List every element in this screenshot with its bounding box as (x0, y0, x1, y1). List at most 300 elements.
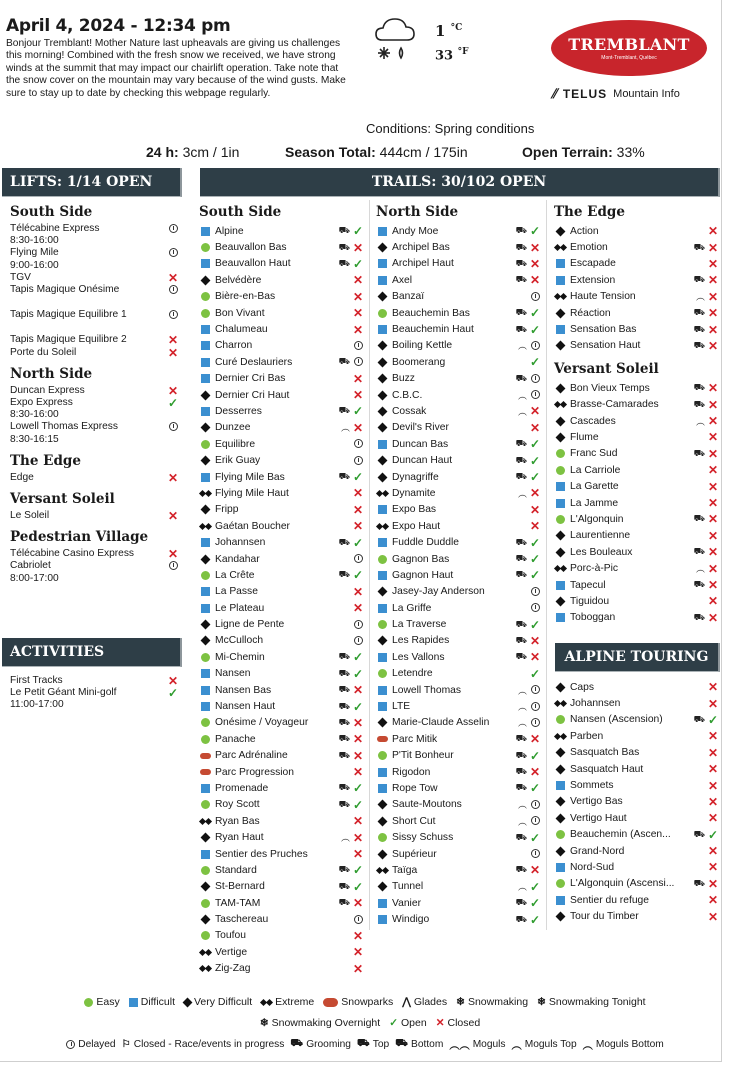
difficult-icon (129, 998, 138, 1007)
conditions-message: Bonjour Tremblant! Mother Nature last upheavals are giving us challenges this morning! Combined with the fresh snow we received, we have strong winds at the summit that may impact our chairlift operation. Take note that the snow cover on the mountain may vary because of the wind gusts. Make sure to stay up to date by checking this webpage regularly. (6, 38, 346, 99)
black-difficulty-icon (554, 339, 567, 352)
status-closed-icon: ✕ (707, 446, 719, 461)
legend-row-3 (0, 1037, 730, 1052)
clock-icon (531, 341, 540, 350)
lift-hours: 8:00-17:00 (10, 572, 59, 584)
trail-row[interactable] (199, 731, 365, 747)
lift-row[interactable] (10, 309, 180, 321)
trail-row[interactable] (376, 469, 542, 485)
trail-row[interactable] (554, 712, 720, 728)
trail-name: Cossak (392, 405, 427, 417)
grooming-icon: ⛟ (338, 749, 349, 760)
blue-difficulty-icon (376, 602, 389, 615)
trail-row[interactable] (554, 413, 720, 429)
green-difficulty-icon (554, 447, 567, 460)
trail-row[interactable] (376, 748, 542, 764)
trail-row[interactable] (199, 436, 365, 452)
blue-difficulty-icon (554, 894, 567, 907)
lift-hours: 8:30-16:00 (10, 235, 59, 247)
trail-name: Flying Mile Bas (215, 471, 285, 483)
status-closed-icon: ✕ (707, 696, 719, 711)
trail-row[interactable] (376, 698, 542, 714)
legend-easy: Easy (84, 996, 119, 1008)
snow-rain-cloud-icon (372, 14, 422, 64)
status-delayed-icon (166, 247, 180, 259)
trail-row[interactable] (376, 354, 542, 370)
grooming-icon: ⛟ (515, 536, 526, 547)
trail-row[interactable] (376, 387, 542, 403)
trail-row[interactable] (554, 478, 720, 494)
trail-row[interactable] (376, 403, 542, 419)
grooming-icon: ⛟ (693, 447, 704, 458)
trail-row[interactable] (554, 593, 720, 609)
legend-moguls: ︵︵ Moguls (449, 1039, 506, 1052)
blue-difficulty-icon (376, 536, 389, 549)
trail-row[interactable] (554, 728, 720, 744)
status-closed-icon: ✕ (352, 830, 364, 845)
status-closed-icon: ✕ (707, 578, 719, 592)
trail-row[interactable] (376, 879, 542, 895)
trail-row[interactable] (199, 764, 365, 780)
trail-name: Duncan Bas (392, 438, 449, 450)
blue-difficulty-icon (199, 684, 212, 697)
trail-name: La Jamme (570, 497, 619, 509)
trails-header: TRAILS: 30/102 OPEN (200, 168, 720, 197)
trail-row[interactable] (554, 876, 720, 892)
trail-row[interactable] (199, 666, 365, 682)
trail-row[interactable] (199, 600, 365, 616)
trail-row[interactable] (554, 256, 720, 272)
trail-row[interactable] (199, 829, 365, 845)
lift-row[interactable] (10, 272, 180, 284)
trail-row[interactable] (376, 600, 542, 616)
status-closed-icon: ✕ (529, 765, 541, 780)
trail-row[interactable] (554, 695, 720, 711)
lift-row[interactable] (10, 421, 180, 445)
trail-row[interactable] (199, 551, 365, 567)
trail-row[interactable] (554, 827, 720, 843)
grooming-icon: ⛟ (515, 897, 526, 908)
trail-row[interactable] (376, 715, 542, 731)
lift-row[interactable] (10, 397, 180, 421)
trail-row[interactable] (199, 567, 365, 583)
trail-row[interactable] (376, 829, 542, 845)
trail-name: Curé Deslauriers (215, 356, 293, 368)
blue-difficulty-icon (376, 274, 389, 287)
black-difficulty-icon (376, 356, 389, 369)
trail-name: Saute-Moutons (392, 799, 462, 811)
trail-name: Sensation Haut (570, 340, 641, 352)
trail-row[interactable] (376, 420, 542, 436)
black-difficulty-icon (554, 382, 567, 395)
status-delayed-icon (351, 339, 365, 353)
legend-grooming: ⛟ Grooming (290, 1038, 351, 1050)
trail-name: Cascades (570, 415, 616, 427)
green-difficulty-icon (554, 464, 567, 477)
trail-row[interactable] (199, 780, 365, 796)
trail-row[interactable] (554, 397, 720, 413)
trail-row[interactable] (554, 560, 720, 576)
trail-row[interactable] (376, 518, 542, 534)
trail-row[interactable] (199, 879, 365, 895)
trail-row[interactable] (376, 502, 542, 518)
status-closed-icon: ✕ (707, 256, 719, 271)
trail-name: Extension (570, 274, 616, 286)
trail-row[interactable] (376, 846, 542, 862)
trail-row[interactable] (554, 321, 720, 337)
trail-row[interactable] (199, 502, 365, 518)
temperature-celsius: 1 $^{^\circ C}$ (435, 22, 463, 40)
status-closed-icon: ✕ (167, 509, 179, 524)
trail-name: McCulloch (215, 635, 264, 647)
trail-row[interactable] (376, 862, 542, 878)
trail-name: P'Tit Bonheur (392, 750, 454, 762)
trail-row[interactable] (554, 577, 720, 593)
trail-row[interactable] (376, 797, 542, 813)
trail-row[interactable] (376, 272, 542, 288)
trail-row[interactable] (554, 305, 720, 321)
trail-row[interactable] (199, 256, 365, 272)
trail-name: Fripp (215, 504, 239, 516)
race-flag-icon: ⚐ (121, 1039, 131, 1050)
trail-name: Les Vallons (392, 651, 445, 663)
closed-icon: ✕ (435, 1017, 445, 1029)
tremblant-logo[interactable]: TREMBLANT Mont-Tremblant, Québec (551, 20, 707, 76)
trail-name: Tour du Timber (570, 911, 639, 923)
grooming-icon: ⛟ (515, 569, 526, 580)
trail-name: Franc Sud (570, 448, 618, 460)
trail-row[interactable] (199, 797, 365, 813)
legend-difficult: Difficult (129, 996, 175, 1008)
trail-row[interactable] (376, 731, 542, 747)
black-difficulty-icon (554, 795, 567, 808)
trail-row[interactable] (199, 584, 365, 600)
moguls-icon: ︵ (695, 292, 704, 303)
trail-row[interactable] (199, 961, 365, 977)
section-title: South Side (199, 204, 282, 220)
blue-difficulty-icon (199, 782, 212, 795)
trail-name: Beauvallon Haut (215, 258, 291, 270)
blue-difficulty-icon (199, 356, 212, 369)
trail-row[interactable] (199, 371, 365, 387)
trail-row[interactable] (376, 813, 542, 829)
double-difficulty-icon (199, 815, 212, 828)
status-delayed-icon (351, 355, 365, 369)
lift-row[interactable] (10, 560, 180, 584)
trail-row[interactable] (199, 846, 365, 862)
trail-row[interactable] (199, 928, 365, 944)
grooming-icon: ⛟ (338, 684, 349, 695)
grooming-icon: ⛟ (515, 225, 526, 236)
clock-icon (169, 285, 178, 294)
blue-difficulty-icon (376, 438, 389, 451)
trail-row[interactable] (554, 511, 720, 527)
lift-name: Porte du Soleil (10, 346, 77, 358)
trail-name: Ryan Haut (215, 832, 264, 844)
trail-row[interactable] (376, 895, 542, 911)
status-closed-icon: ✕ (529, 486, 541, 501)
trail-row[interactable] (376, 584, 542, 600)
trail-name: Axel (392, 274, 413, 286)
status-delayed-icon (166, 223, 180, 235)
trail-row[interactable] (554, 745, 720, 761)
status-open-icon: ✓ (707, 827, 719, 842)
trail-row[interactable] (199, 616, 365, 632)
grooming-icon: ⛟ (338, 569, 349, 580)
trail-row[interactable] (199, 862, 365, 878)
trail-name: Dernier Cri Bas (215, 373, 286, 385)
trail-row[interactable] (554, 810, 720, 826)
trail-row[interactable] (199, 518, 365, 534)
trail-row[interactable] (376, 633, 542, 649)
trails-edge-soleil (554, 201, 720, 626)
grooming-icon: ⛟ (693, 323, 704, 334)
trail-name: Devil's River (392, 422, 449, 434)
green-difficulty-icon (376, 831, 389, 844)
trail-row[interactable] (199, 223, 365, 239)
trail-row[interactable] (376, 338, 542, 354)
trail-row[interactable] (376, 780, 542, 796)
lift-hours: 9:00-16:00 (10, 259, 59, 271)
moguls-icon: ︵ (517, 390, 526, 401)
trail-row[interactable] (554, 380, 720, 396)
trail-row[interactable] (199, 289, 365, 305)
trail-row[interactable] (199, 403, 365, 419)
trail-name: Vertige (215, 946, 248, 958)
lift-row[interactable] (10, 334, 180, 346)
trail-name: Haute Tension (570, 291, 636, 303)
trail-row[interactable] (554, 761, 720, 777)
trail-row[interactable] (199, 715, 365, 731)
lift-row[interactable] (10, 347, 180, 359)
trail-row[interactable] (199, 452, 365, 468)
trail-row[interactable] (199, 469, 365, 485)
black-difficulty-icon (199, 880, 212, 893)
trail-row[interactable] (376, 256, 542, 272)
green-difficulty-icon (199, 651, 212, 664)
trail-name: La Griffe (392, 602, 432, 614)
trail-row[interactable] (554, 908, 720, 924)
trail-row[interactable] (199, 649, 365, 665)
trail-row[interactable] (376, 534, 542, 550)
status-closed-icon: ✕ (167, 345, 179, 360)
blue-difficulty-icon (376, 897, 389, 910)
lift-name: Cabriolet (10, 560, 51, 572)
black-difficulty-icon (199, 553, 212, 566)
status-closed-icon: ✕ (352, 371, 364, 386)
moguls-icon: ︵ (517, 882, 526, 893)
trail-row[interactable] (199, 698, 365, 714)
trail-row[interactable] (376, 567, 542, 583)
trail-row[interactable] (376, 371, 542, 387)
black-difficulty-icon (376, 634, 389, 647)
trail-row[interactable] (199, 682, 365, 698)
status-open-icon: ✓ (352, 879, 364, 894)
lift-row[interactable] (10, 687, 180, 711)
trail-row[interactable] (199, 272, 365, 288)
status-delayed-icon (166, 309, 180, 321)
status-closed-icon: ✕ (352, 945, 364, 960)
status-delayed-icon (528, 847, 542, 861)
grooming-icon: ⛟ (338, 471, 349, 482)
trail-row[interactable] (376, 485, 542, 501)
green-difficulty-icon (199, 569, 212, 582)
black-difficulty-icon (376, 389, 389, 402)
lift-name: Télécabine Express (10, 223, 100, 234)
trail-row[interactable] (199, 944, 365, 960)
telus-logo-icon: ⫽ (551, 86, 557, 101)
lift-row[interactable] (10, 284, 180, 296)
trail-row[interactable] (554, 495, 720, 511)
trail-row[interactable] (376, 649, 542, 665)
trail-row[interactable] (199, 534, 365, 550)
green-difficulty-icon (376, 553, 389, 566)
trail-row[interactable] (199, 633, 365, 649)
lift-row[interactable] (10, 548, 180, 560)
trail-row[interactable] (554, 610, 720, 626)
trail-row[interactable] (554, 462, 720, 478)
double-difficulty-icon (554, 241, 567, 254)
trail-row[interactable] (554, 859, 720, 875)
black-difficulty-icon (376, 585, 389, 598)
status-closed-icon: ✕ (529, 273, 541, 288)
status-open-icon: ✓ (529, 437, 541, 452)
trail-row[interactable] (199, 911, 365, 927)
grooming-icon: ⛟ (693, 546, 704, 557)
trail-row[interactable] (199, 485, 365, 501)
trail-row[interactable] (199, 813, 365, 829)
trail-name: Rigodon (392, 766, 431, 778)
blue-difficulty-icon (199, 471, 212, 484)
lift-row[interactable] (10, 472, 180, 484)
green-difficulty-icon (554, 713, 567, 726)
trail-row[interactable] (554, 272, 720, 288)
trail-row[interactable] (376, 289, 542, 305)
lift-row[interactable] (10, 385, 180, 397)
status-open-icon: ✓ (529, 666, 541, 681)
trail-row[interactable] (376, 551, 542, 567)
lift-name: Duncan Express (10, 384, 85, 396)
trail-name: Vanier (392, 897, 421, 909)
status-open-icon: ✓ (529, 453, 541, 468)
status-open-icon: ✓ (352, 797, 364, 812)
trail-name: Duncan Haut (392, 455, 453, 467)
lift-row[interactable] (10, 247, 180, 271)
trail-row[interactable] (554, 338, 720, 354)
trail-row[interactable] (199, 321, 365, 337)
grooming-icon: ⛟ (515, 438, 526, 449)
blue-difficulty-icon (376, 766, 389, 779)
trail-row[interactable] (554, 794, 720, 810)
trail-row[interactable] (199, 387, 365, 403)
trail-row[interactable] (199, 239, 365, 255)
status-closed-icon: ✕ (352, 502, 364, 517)
status-closed-icon: ✕ (529, 650, 541, 665)
glades-icon: ⋀ (402, 996, 411, 1008)
trail-row[interactable] (376, 764, 542, 780)
black-difficulty-icon (554, 910, 567, 923)
trail-row[interactable] (554, 289, 720, 305)
trail-row[interactable] (554, 223, 720, 239)
trail-name: Flume (570, 431, 599, 443)
trail-row[interactable] (376, 616, 542, 632)
trail-row[interactable] (376, 682, 542, 698)
lift-name: Lowell Thomas Express (10, 421, 118, 433)
trail-row[interactable] (554, 679, 720, 695)
trail-row[interactable] (554, 528, 720, 544)
trail-row[interactable] (376, 436, 542, 452)
trail-row[interactable] (376, 666, 542, 682)
trail-row[interactable] (199, 895, 365, 911)
trail-row[interactable] (376, 223, 542, 239)
trail-name: Gagnon Bas (392, 553, 450, 565)
grooming-icon: ⛟ (515, 831, 526, 842)
trail-row[interactable] (199, 420, 365, 436)
status-closed-icon: ✕ (167, 333, 179, 348)
moguls-bottom-icon: ︵ (582, 1041, 593, 1052)
status-delayed-icon (528, 683, 542, 697)
trail-name: Erik Guay (215, 455, 261, 467)
section-title: South Side (10, 204, 93, 220)
status-delayed-icon (166, 421, 180, 433)
trail-row[interactable] (554, 446, 720, 462)
trail-name: La Passe (215, 586, 258, 598)
grooming-icon: ⛟ (338, 798, 349, 809)
status-closed-icon: ✕ (352, 961, 364, 976)
blue-difficulty-icon (199, 585, 212, 598)
trail-name: Banzaï (392, 291, 425, 303)
status-delayed-icon (528, 585, 542, 599)
lift-row[interactable] (10, 675, 180, 687)
trail-name: Sissy Schuss (392, 832, 454, 844)
moguls-icon: ︵ (695, 564, 704, 575)
black-difficulty-icon (199, 454, 212, 467)
status-closed-icon: ✕ (707, 512, 719, 527)
trail-row[interactable] (199, 354, 365, 370)
trail-row[interactable] (554, 429, 720, 445)
status-closed-icon: ✕ (707, 273, 719, 288)
trail-name: Ligne de Pente (215, 619, 285, 631)
trail-name: Sommets (570, 780, 614, 792)
double-difficulty-icon (199, 487, 212, 500)
trail-row[interactable] (554, 843, 720, 859)
lift-row[interactable] (10, 510, 180, 522)
double-difficulty-icon (376, 487, 389, 500)
trail-row[interactable] (554, 892, 720, 908)
trail-row[interactable] (199, 748, 365, 764)
trail-row[interactable] (376, 911, 542, 927)
lift-name: Le Petit Géant Mini-golf (10, 687, 117, 699)
grooming-icon: ⛟ (338, 241, 349, 252)
status-closed-icon: ✕ (529, 863, 541, 878)
trail-row[interactable] (199, 338, 365, 354)
grooming-icon: ⛟ (515, 323, 526, 334)
trail-row[interactable] (199, 305, 365, 321)
trail-row[interactable] (376, 239, 542, 255)
trail-row[interactable] (554, 777, 720, 793)
trail-row[interactable] (376, 452, 542, 468)
double-difficulty-icon (554, 290, 567, 303)
trail-row[interactable] (554, 239, 720, 255)
lift-row[interactable] (10, 223, 180, 247)
status-closed-icon: ✕ (707, 729, 719, 744)
trail-row[interactable] (554, 544, 720, 560)
blue-difficulty-icon (554, 257, 567, 270)
status-open-icon: ✓ (529, 306, 541, 321)
trail-row[interactable] (376, 305, 542, 321)
black-difficulty-icon (376, 372, 389, 385)
trail-row[interactable] (376, 321, 542, 337)
